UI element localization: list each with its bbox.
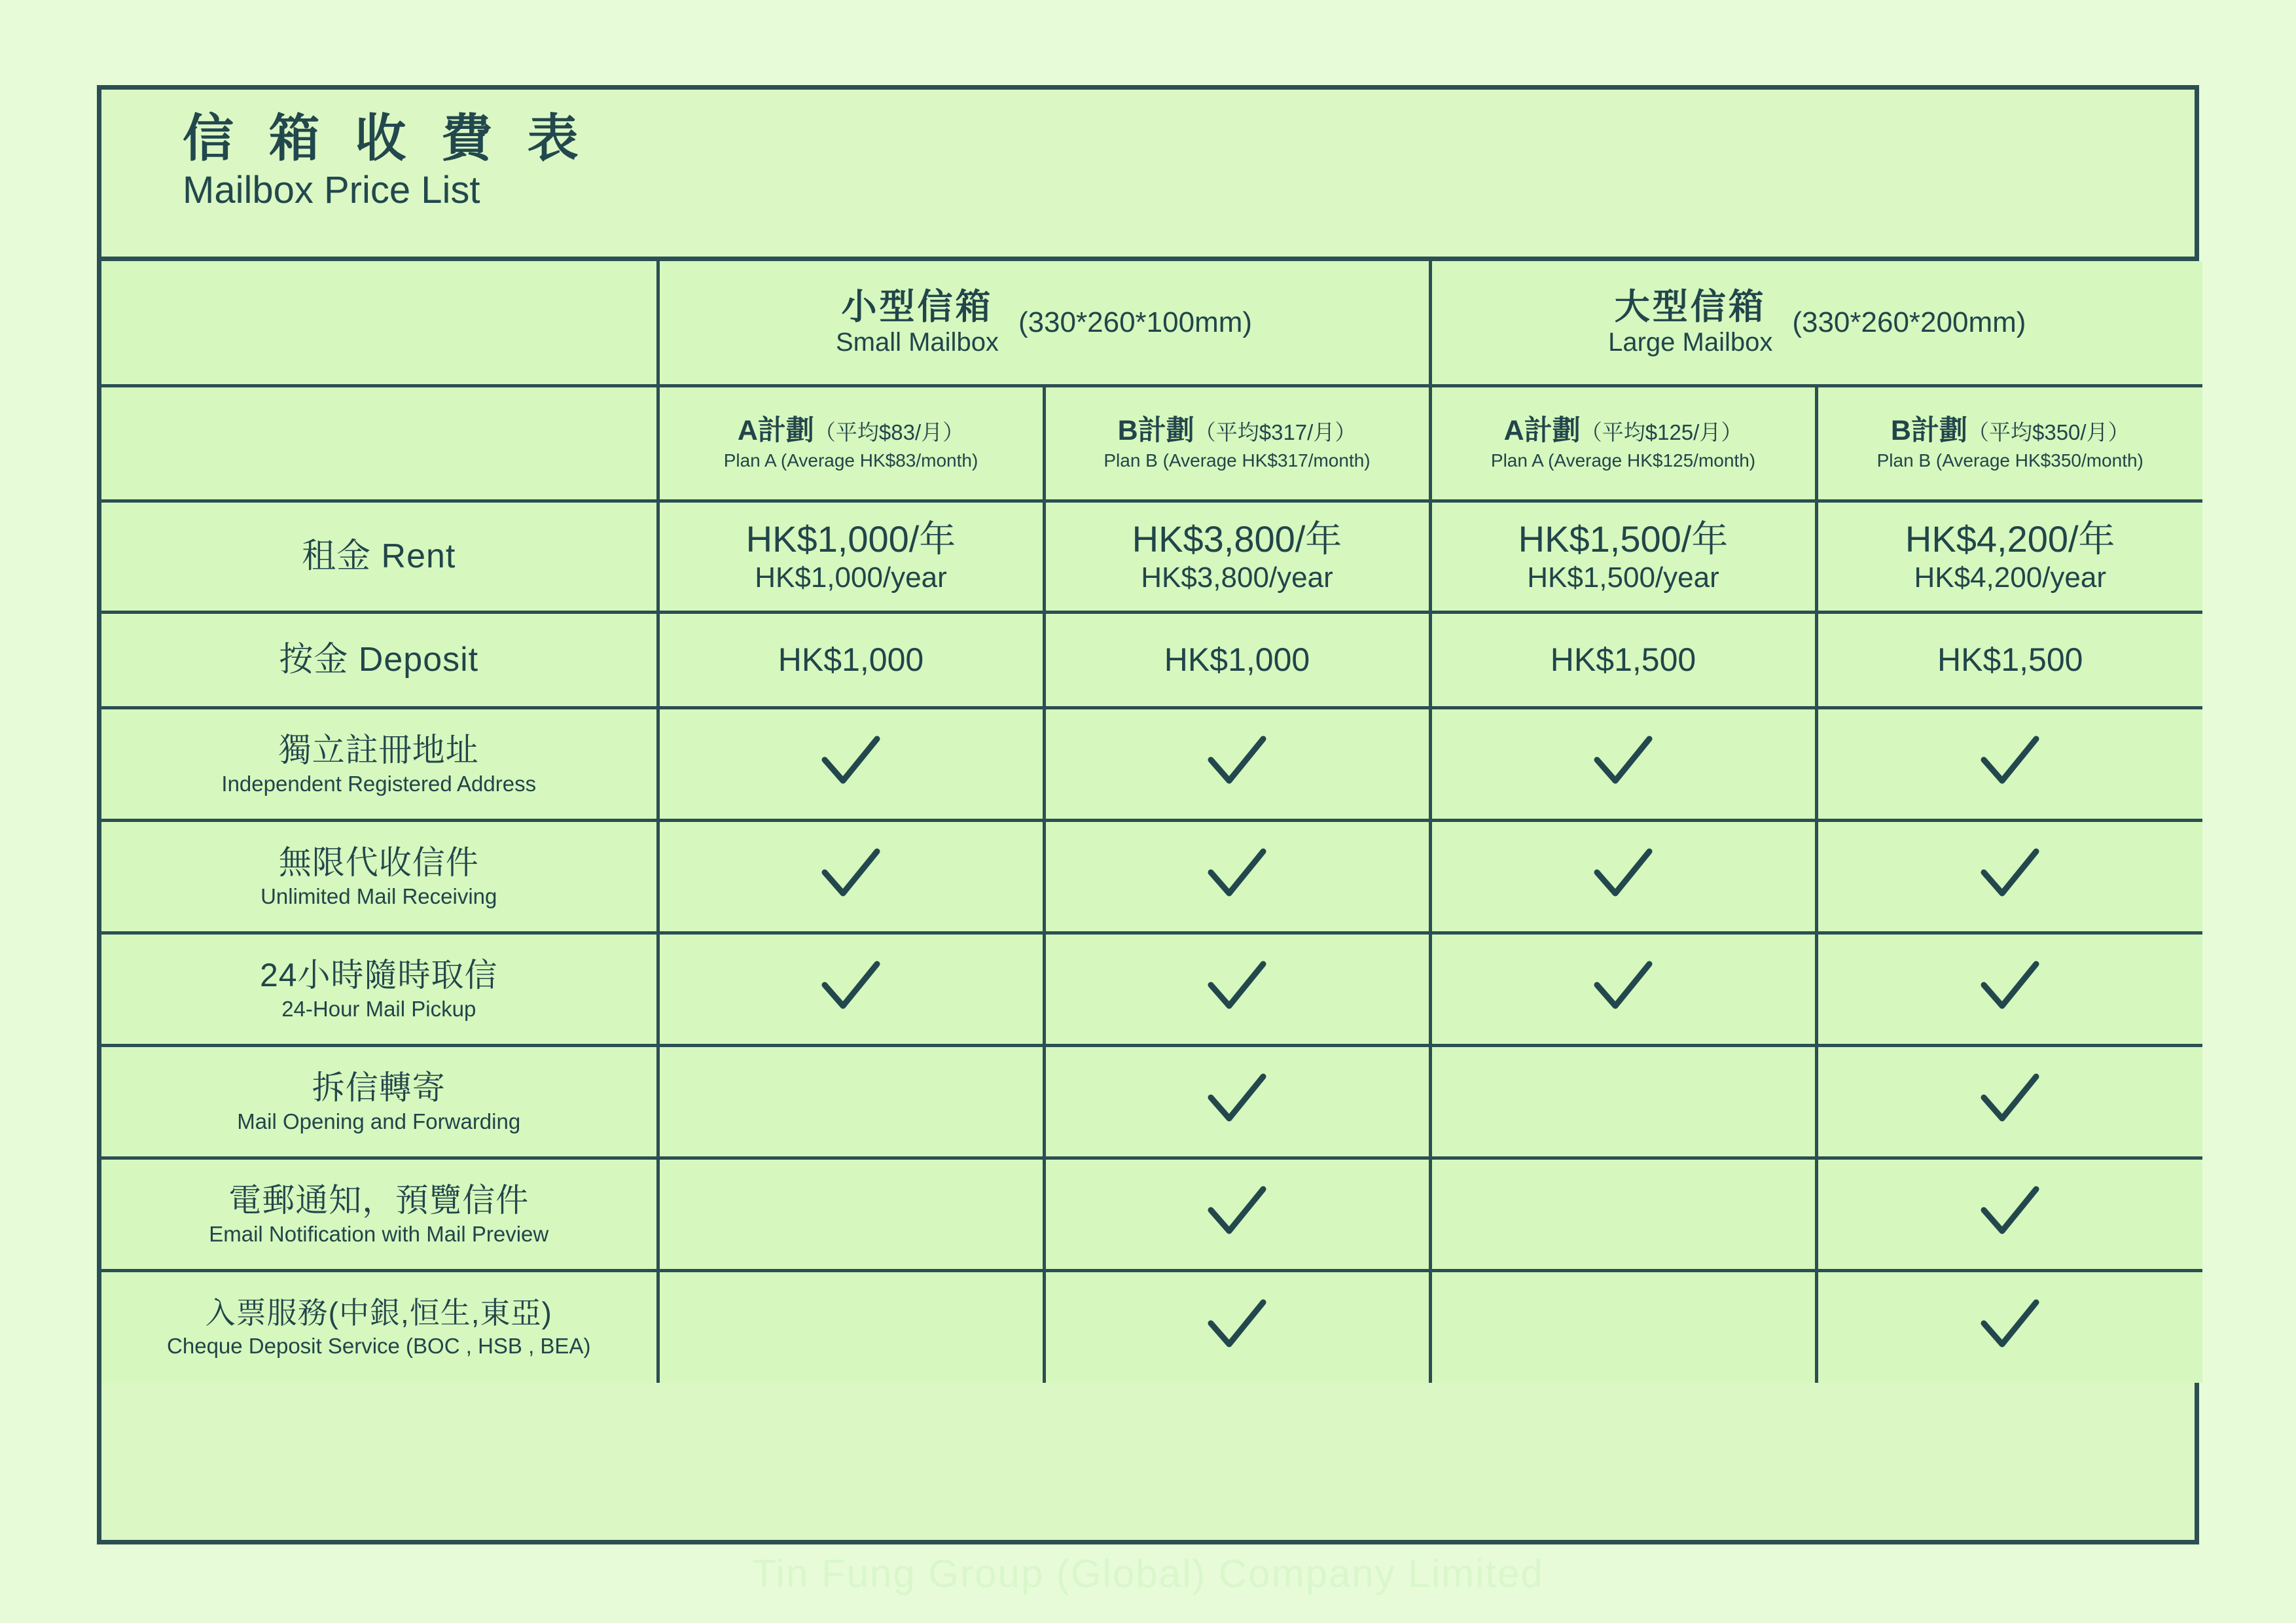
row-label-unlimited-mail — [101, 820, 658, 933]
feature-cell — [1044, 707, 1430, 820]
feature-cell — [1816, 820, 2202, 933]
feature-cell-empty — [1430, 1270, 1816, 1383]
group-header-small-mailbox — [658, 261, 1430, 385]
feature-cell — [1816, 1158, 2202, 1270]
rent-amount-en: HK$3,800/year — [1141, 561, 1333, 594]
plan-title-zh: B計劃 — [1117, 415, 1194, 447]
row-label-en: Independent Registered Address — [221, 771, 537, 796]
row-label-zh: 24小時隨時取信 — [259, 956, 498, 993]
check-icon — [819, 735, 882, 790]
group-title-en: Small Mailbox — [835, 328, 999, 357]
row-label-zh: 拆信轉寄 — [312, 1069, 446, 1106]
row-label-email-notification — [101, 1158, 658, 1270]
feature-cell — [658, 820, 1044, 933]
table-row-feature — [101, 1158, 2202, 1270]
check-icon — [1206, 1073, 1268, 1128]
group-title-zh: 小型信箱 — [841, 287, 994, 327]
row-label-24h-pickup — [101, 933, 658, 1045]
check-icon — [1592, 960, 1655, 1015]
plan-title-en: Plan A (Average HK$83/month) — [723, 450, 978, 471]
plan-title-en: Plan B (Average HK$317/month) — [1103, 450, 1371, 471]
feature-cell-empty — [658, 1158, 1044, 1270]
plan-title-zh-sub: （平均$350/月） — [1967, 420, 2130, 445]
feature-cell — [1044, 1158, 1430, 1270]
check-icon — [1206, 735, 1268, 790]
feature-cell — [1430, 707, 1816, 820]
table-row-feature — [101, 933, 2202, 1045]
rent-value-small-b — [1044, 501, 1430, 612]
feature-cell — [1044, 1045, 1430, 1158]
check-icon — [1592, 847, 1655, 902]
plan-title-zh-sub: （平均$317/月） — [1194, 420, 1357, 445]
row-label-rent — [101, 501, 658, 612]
feature-cell-empty — [658, 1270, 1044, 1383]
feature-cell — [1044, 820, 1430, 933]
plan-header-small-a — [658, 385, 1044, 501]
plan-title-en: Plan A (Average HK$125/month) — [1490, 450, 1756, 471]
group-header-large-mailbox — [1430, 261, 2202, 385]
rent-amount-zh: HK$1,500/年 — [1518, 518, 1729, 560]
rent-amount-en: HK$4,200/year — [1914, 561, 2107, 594]
feature-cell — [1816, 1045, 2202, 1158]
plan-header-large-b — [1816, 385, 2202, 501]
feature-cell-empty — [1430, 1158, 1816, 1270]
table-row-deposit — [101, 612, 2202, 707]
group-dimensions: (330*260*200mm) — [1792, 306, 2026, 338]
row-label-mail-forwarding — [101, 1045, 658, 1158]
rent-amount-zh: HK$3,800/年 — [1132, 518, 1342, 560]
deposit-value-large-b — [1816, 612, 2202, 707]
feature-cell — [1816, 933, 2202, 1045]
rent-amount-zh: HK$1,000/年 — [745, 518, 956, 560]
feature-cell — [1430, 933, 1816, 1045]
deposit-value-large-a — [1430, 612, 1816, 707]
row-label-en: Cheque Deposit Service (BOC , HSB , BEA) — [167, 1333, 591, 1358]
page-title-en: Mailbox Price List — [183, 168, 480, 211]
row-label-independent-address — [101, 707, 658, 820]
check-icon — [1979, 1298, 2041, 1353]
check-icon — [1206, 1185, 1268, 1240]
title-block — [101, 90, 2195, 261]
check-icon — [1206, 1298, 1268, 1353]
price-list-sheet — [97, 85, 2199, 1544]
plan-title-zh: B計劃 — [1890, 415, 1967, 447]
row-label-zh: 無限代收信件 — [278, 844, 479, 881]
plan-title-en: Plan B (Average HK$350/month) — [1876, 450, 2144, 471]
feature-cell-empty — [1430, 1045, 1816, 1158]
check-icon — [819, 960, 882, 1015]
header-corner-cell — [101, 261, 658, 385]
plan-title-zh: A計劃 — [1503, 415, 1581, 447]
rent-amount-en: HK$1,000/year — [755, 561, 947, 594]
row-label-en: Email Notification with Mail Preview — [209, 1221, 549, 1246]
deposit-value-small-a — [658, 612, 1044, 707]
deposit-amount: HK$1,500 — [1937, 641, 2083, 678]
deposit-amount: HK$1,000 — [778, 641, 924, 678]
row-label-zh: 電郵通知，預覽信件 — [228, 1181, 529, 1219]
group-title-zh: 大型信箱 — [1614, 287, 1767, 327]
check-icon — [1206, 960, 1268, 1015]
feature-cell — [658, 707, 1044, 820]
plan-title-zh: A計劃 — [737, 415, 814, 447]
feature-cell — [1816, 1270, 2202, 1383]
deposit-value-small-b — [1044, 612, 1430, 707]
check-icon — [1979, 1073, 2041, 1128]
table-row-feature — [101, 1045, 2202, 1158]
page-title-zh: 信 箱 收 費 表 — [183, 109, 589, 167]
feature-cell — [1044, 1270, 1430, 1383]
row-label-en: Unlimited Mail Receiving — [260, 883, 497, 908]
check-icon — [1979, 1185, 2041, 1240]
plan-title-zh-sub: （平均$83/月） — [814, 420, 965, 445]
price-table — [101, 261, 2202, 1383]
table-row-rent — [101, 501, 2202, 612]
deposit-amount: HK$1,000 — [1164, 641, 1310, 678]
row-label-text: 租金 Rent — [302, 537, 456, 575]
table-header-plan-row — [101, 385, 2202, 501]
row-label-en: 24-Hour Mail Pickup — [281, 996, 476, 1021]
deposit-amount: HK$1,500 — [1550, 641, 1696, 678]
plan-title-zh-sub: （平均$125/月） — [1580, 420, 1743, 445]
row-label-deposit — [101, 612, 658, 707]
check-icon — [1979, 735, 2041, 790]
footer-watermark: Tin Fung Group (Global) Company Limited — [752, 1552, 1544, 1596]
feature-cell — [658, 933, 1044, 1045]
row-label-zh: 獨立註冊地址 — [278, 731, 479, 768]
table-row-feature — [101, 707, 2202, 820]
group-title-en: Large Mailbox — [1608, 328, 1773, 357]
rent-value-large-b — [1816, 501, 2202, 612]
table-row-feature — [101, 1270, 2202, 1383]
check-icon — [1592, 735, 1655, 790]
row-label-en: Mail Opening and Forwarding — [237, 1109, 521, 1133]
check-icon — [1979, 960, 2041, 1015]
table-row-feature — [101, 820, 2202, 933]
check-icon — [1206, 847, 1268, 902]
row-label-text: 按金 Deposit — [279, 640, 479, 679]
row-label-zh: 入票服務(中銀,恒生,東亞) — [205, 1296, 552, 1330]
feature-cell — [1044, 933, 1430, 1045]
check-icon — [819, 847, 882, 902]
header-corner-cell-2 — [101, 385, 658, 501]
rent-amount-en: HK$1,500/year — [1527, 561, 1719, 594]
rent-value-small-a — [658, 501, 1044, 612]
rent-value-large-a — [1430, 501, 1816, 612]
plan-header-large-a — [1430, 385, 1816, 501]
table-header-group-row — [101, 261, 2202, 385]
feature-cell — [1816, 707, 2202, 820]
feature-cell-empty — [658, 1045, 1044, 1158]
check-icon — [1979, 847, 2041, 902]
rent-amount-zh: HK$4,200/年 — [1905, 518, 2115, 560]
feature-cell — [1430, 820, 1816, 933]
row-label-cheque-deposit — [101, 1270, 658, 1383]
plan-header-small-b — [1044, 385, 1430, 501]
group-dimensions: (330*260*100mm) — [1018, 306, 1253, 338]
